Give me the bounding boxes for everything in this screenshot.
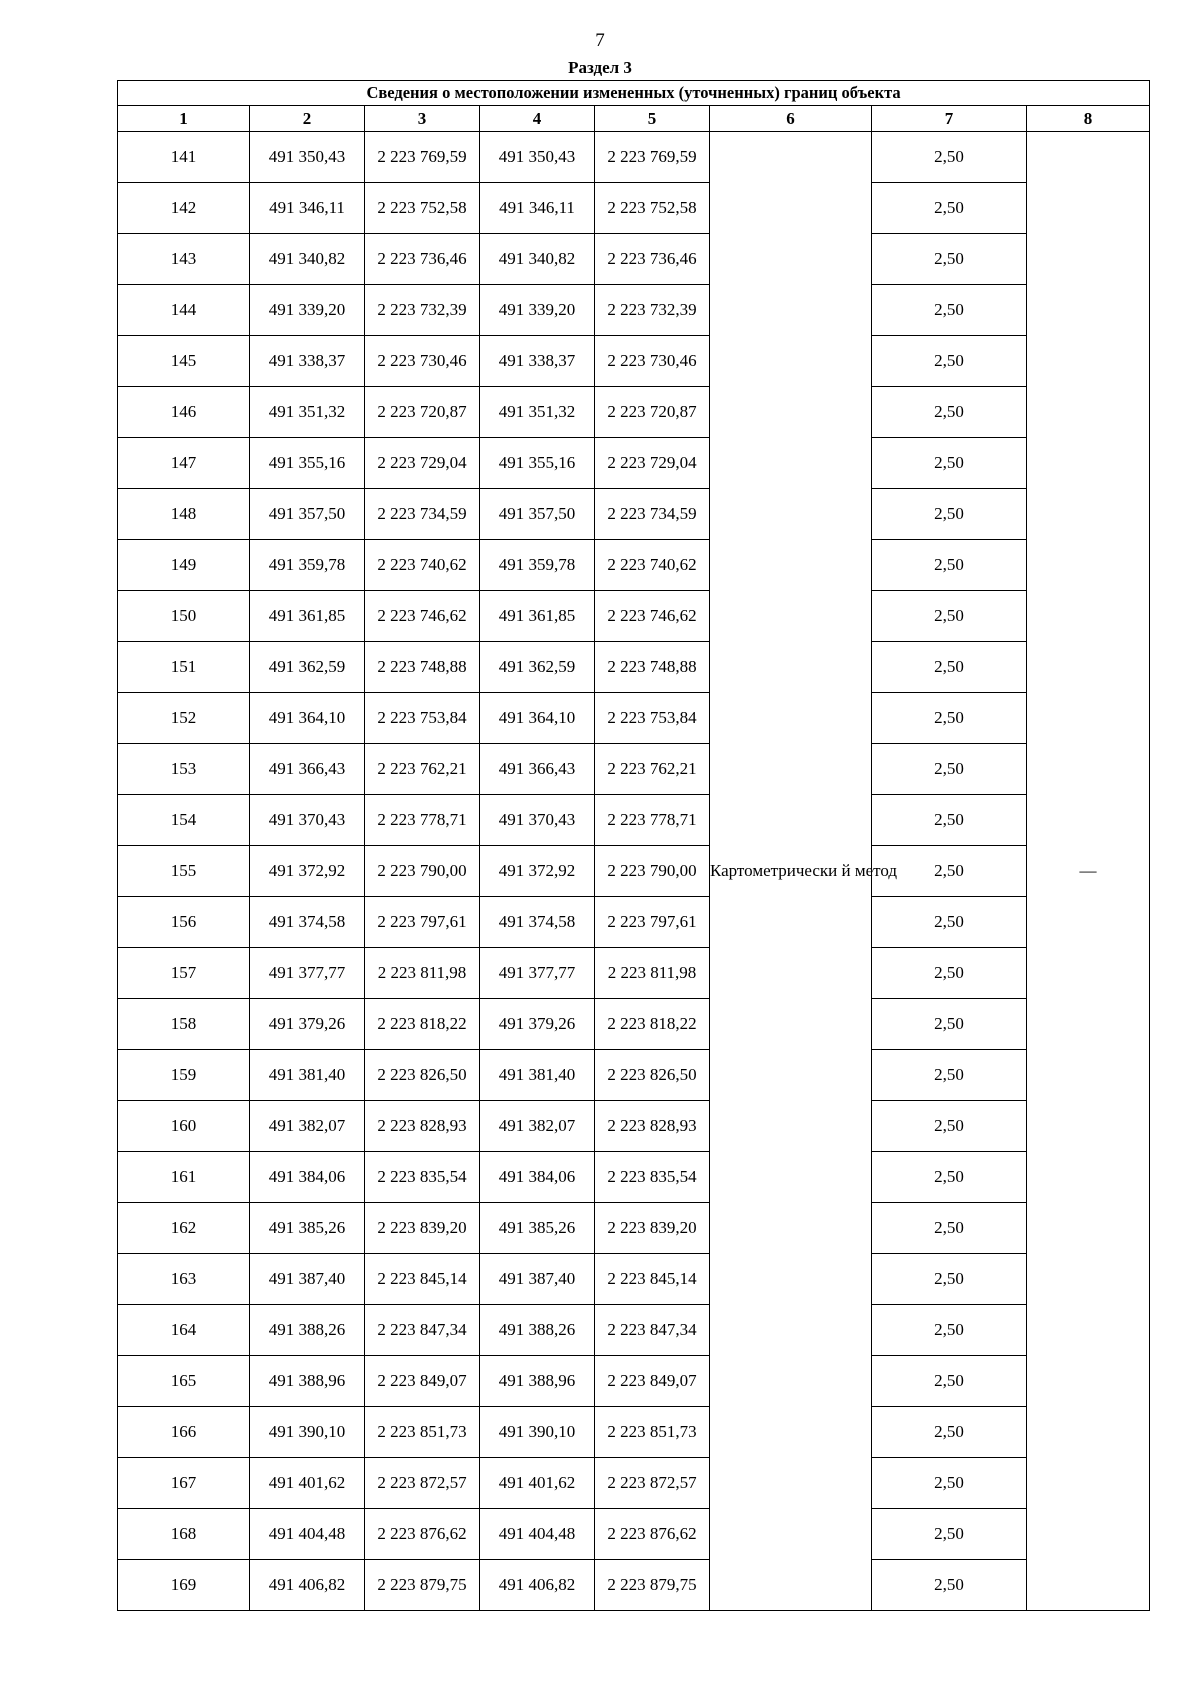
new-y-cell: 2 223 769,59 [595, 132, 710, 183]
new-y-cell: 2 223 811,98 [595, 948, 710, 999]
accuracy-cell: 2,50 [872, 183, 1027, 234]
new-x-cell: 491 370,43 [480, 795, 595, 846]
new-x-cell: 491 364,10 [480, 693, 595, 744]
old-y-cell: 2 223 778,71 [365, 795, 480, 846]
table-row [118, 387, 1150, 438]
column-8-cell: — [1027, 132, 1150, 1611]
new-x-cell: 491 381,40 [480, 1050, 595, 1101]
column-header: 3 [365, 106, 480, 132]
accuracy-cell: 2,50 [872, 132, 1027, 183]
new-y-cell: 2 223 720,87 [595, 387, 710, 438]
new-y-cell: 2 223 872,57 [595, 1458, 710, 1509]
table-row [118, 744, 1150, 795]
old-y-cell: 2 223 720,87 [365, 387, 480, 438]
new-x-cell: 491 366,43 [480, 744, 595, 795]
point-number-cell: 151 [118, 642, 250, 693]
old-y-cell: 2 223 845,14 [365, 1254, 480, 1305]
point-number-cell: 154 [118, 795, 250, 846]
new-x-cell: 491 385,26 [480, 1203, 595, 1254]
accuracy-cell: 2,50 [872, 999, 1027, 1050]
new-y-cell: 2 223 736,46 [595, 234, 710, 285]
old-x-cell: 491 390,10 [250, 1407, 365, 1458]
table-row [118, 234, 1150, 285]
point-number-cell: 152 [118, 693, 250, 744]
new-y-cell: 2 223 826,50 [595, 1050, 710, 1101]
old-y-cell: 2 223 879,75 [365, 1560, 480, 1611]
accuracy-cell: 2,50 [872, 1407, 1027, 1458]
table-row [118, 897, 1150, 948]
point-number-cell: 156 [118, 897, 250, 948]
new-y-cell: 2 223 752,58 [595, 183, 710, 234]
point-number-cell: 167 [118, 1458, 250, 1509]
new-x-cell: 491 372,92 [480, 846, 595, 897]
point-number-cell: 147 [118, 438, 250, 489]
accuracy-cell: 2,50 [872, 1152, 1027, 1203]
old-x-cell: 491 351,32 [250, 387, 365, 438]
new-y-cell: 2 223 740,62 [595, 540, 710, 591]
old-x-cell: 491 379,26 [250, 999, 365, 1050]
new-y-cell: 2 223 835,54 [595, 1152, 710, 1203]
old-y-cell: 2 223 851,73 [365, 1407, 480, 1458]
old-y-cell: 2 223 876,62 [365, 1509, 480, 1560]
new-y-cell: 2 223 753,84 [595, 693, 710, 744]
old-x-cell: 491 384,06 [250, 1152, 365, 1203]
point-number-cell: 164 [118, 1305, 250, 1356]
point-number-cell: 163 [118, 1254, 250, 1305]
accuracy-cell: 2,50 [872, 1203, 1027, 1254]
column-header-row [118, 106, 1150, 132]
old-y-cell: 2 223 828,93 [365, 1101, 480, 1152]
new-y-cell: 2 223 762,21 [595, 744, 710, 795]
table-row [118, 183, 1150, 234]
table-row [118, 1560, 1150, 1611]
new-x-cell: 491 351,32 [480, 387, 595, 438]
table-row [118, 999, 1150, 1050]
accuracy-cell: 2,50 [872, 1509, 1027, 1560]
new-x-cell: 491 350,43 [480, 132, 595, 183]
table-row [118, 1509, 1150, 1560]
table-row [118, 1050, 1150, 1101]
new-x-cell: 491 361,85 [480, 591, 595, 642]
new-y-cell: 2 223 839,20 [595, 1203, 710, 1254]
new-x-cell: 491 379,26 [480, 999, 595, 1050]
new-x-cell: 491 387,40 [480, 1254, 595, 1305]
old-y-cell: 2 223 847,34 [365, 1305, 480, 1356]
old-y-cell: 2 223 839,20 [365, 1203, 480, 1254]
table-row [118, 336, 1150, 387]
point-number-cell: 144 [118, 285, 250, 336]
new-y-cell: 2 223 847,34 [595, 1305, 710, 1356]
accuracy-cell: 2,50 [872, 846, 1027, 897]
table-row [118, 1407, 1150, 1458]
table-row [118, 540, 1150, 591]
table-row [118, 693, 1150, 744]
accuracy-cell: 2,50 [872, 693, 1027, 744]
point-number-cell: 158 [118, 999, 250, 1050]
old-y-cell: 2 223 790,00 [365, 846, 480, 897]
accuracy-cell: 2,50 [872, 1101, 1027, 1152]
point-number-cell: 161 [118, 1152, 250, 1203]
old-x-cell: 491 404,48 [250, 1509, 365, 1560]
new-x-cell: 491 359,78 [480, 540, 595, 591]
table-row [118, 642, 1150, 693]
new-x-cell: 491 401,62 [480, 1458, 595, 1509]
point-number-cell: 141 [118, 132, 250, 183]
new-x-cell: 491 340,82 [480, 234, 595, 285]
new-x-cell: 491 390,10 [480, 1407, 595, 1458]
new-x-cell: 491 404,48 [480, 1509, 595, 1560]
point-number-cell: 149 [118, 540, 250, 591]
column-header: 2 [250, 106, 365, 132]
old-x-cell: 491 377,77 [250, 948, 365, 999]
point-number-cell: 148 [118, 489, 250, 540]
accuracy-cell: 2,50 [872, 1254, 1027, 1305]
old-y-cell: 2 223 818,22 [365, 999, 480, 1050]
accuracy-cell: 2,50 [872, 489, 1027, 540]
point-number-cell: 169 [118, 1560, 250, 1611]
point-number-cell: 162 [118, 1203, 250, 1254]
old-x-cell: 491 388,96 [250, 1356, 365, 1407]
new-y-cell: 2 223 818,22 [595, 999, 710, 1050]
old-x-cell: 491 370,43 [250, 795, 365, 846]
table-row [118, 1101, 1150, 1152]
new-x-cell: 491 338,37 [480, 336, 595, 387]
point-number-cell: 146 [118, 387, 250, 438]
column-header: 8 [1027, 106, 1150, 132]
new-x-cell: 491 374,58 [480, 897, 595, 948]
column-header: 7 [872, 106, 1027, 132]
column-header: 4 [480, 106, 595, 132]
accuracy-cell: 2,50 [872, 387, 1027, 438]
new-y-cell: 2 223 876,62 [595, 1509, 710, 1560]
table-row [118, 285, 1150, 336]
old-x-cell: 491 361,85 [250, 591, 365, 642]
point-number-cell: 165 [118, 1356, 250, 1407]
new-x-cell: 491 388,26 [480, 1305, 595, 1356]
point-number-cell: 166 [118, 1407, 250, 1458]
old-x-cell: 491 357,50 [250, 489, 365, 540]
old-y-cell: 2 223 811,98 [365, 948, 480, 999]
accuracy-cell: 2,50 [872, 1356, 1027, 1407]
accuracy-cell: 2,50 [872, 795, 1027, 846]
old-y-cell: 2 223 752,58 [365, 183, 480, 234]
old-x-cell: 491 339,20 [250, 285, 365, 336]
point-number-cell: 153 [118, 744, 250, 795]
point-number-cell: 168 [118, 1509, 250, 1560]
old-x-cell: 491 401,62 [250, 1458, 365, 1509]
old-x-cell: 491 372,92 [250, 846, 365, 897]
new-y-cell: 2 223 730,46 [595, 336, 710, 387]
old-x-cell: 491 381,40 [250, 1050, 365, 1101]
table-row [118, 438, 1150, 489]
table-row [118, 1203, 1150, 1254]
table-row [118, 846, 1150, 897]
table-row [118, 591, 1150, 642]
new-x-cell: 491 346,11 [480, 183, 595, 234]
table-row [118, 1254, 1150, 1305]
column-header: 5 [595, 106, 710, 132]
old-y-cell: 2 223 797,61 [365, 897, 480, 948]
new-y-cell: 2 223 746,62 [595, 591, 710, 642]
new-x-cell: 491 339,20 [480, 285, 595, 336]
new-x-cell: 491 382,07 [480, 1101, 595, 1152]
old-x-cell: 491 406,82 [250, 1560, 365, 1611]
table-row [118, 948, 1150, 999]
table-row [118, 1305, 1150, 1356]
point-number-cell: 160 [118, 1101, 250, 1152]
old-x-cell: 491 374,58 [250, 897, 365, 948]
new-y-cell: 2 223 790,00 [595, 846, 710, 897]
accuracy-cell: 2,50 [872, 744, 1027, 795]
accuracy-cell: 2,50 [872, 540, 1027, 591]
point-number-cell: 159 [118, 1050, 250, 1101]
point-number-cell: 145 [118, 336, 250, 387]
table-caption: Сведения о местоположении измененных (уточненных) границ объекта [118, 81, 1150, 106]
new-x-cell: 491 388,96 [480, 1356, 595, 1407]
new-x-cell: 491 377,77 [480, 948, 595, 999]
accuracy-cell: 2,50 [872, 285, 1027, 336]
column-header: 1 [118, 106, 250, 132]
new-x-cell: 491 362,59 [480, 642, 595, 693]
new-y-cell: 2 223 879,75 [595, 1560, 710, 1611]
new-y-cell: 2 223 851,73 [595, 1407, 710, 1458]
new-y-cell: 2 223 732,39 [595, 285, 710, 336]
point-number-cell: 157 [118, 948, 250, 999]
old-y-cell: 2 223 769,59 [365, 132, 480, 183]
old-x-cell: 491 385,26 [250, 1203, 365, 1254]
table-row [118, 1356, 1150, 1407]
old-x-cell: 491 338,37 [250, 336, 365, 387]
method-cell: Картометрически й метод [710, 132, 872, 1611]
old-y-cell: 2 223 849,07 [365, 1356, 480, 1407]
old-x-cell: 491 387,40 [250, 1254, 365, 1305]
new-y-cell: 2 223 729,04 [595, 438, 710, 489]
old-x-cell: 491 346,11 [250, 183, 365, 234]
table-row [118, 489, 1150, 540]
new-y-cell: 2 223 845,14 [595, 1254, 710, 1305]
old-x-cell: 491 364,10 [250, 693, 365, 744]
old-x-cell: 491 382,07 [250, 1101, 365, 1152]
point-number-cell: 155 [118, 846, 250, 897]
old-x-cell: 491 340,82 [250, 234, 365, 285]
new-x-cell: 491 406,82 [480, 1560, 595, 1611]
old-x-cell: 491 366,43 [250, 744, 365, 795]
accuracy-cell: 2,50 [872, 591, 1027, 642]
accuracy-cell: 2,50 [872, 1560, 1027, 1611]
boundary-coordinates-table [117, 80, 1150, 1611]
old-y-cell: 2 223 835,54 [365, 1152, 480, 1203]
old-y-cell: 2 223 872,57 [365, 1458, 480, 1509]
new-y-cell: 2 223 778,71 [595, 795, 710, 846]
old-y-cell: 2 223 732,39 [365, 285, 480, 336]
old-y-cell: 2 223 729,04 [365, 438, 480, 489]
old-y-cell: 2 223 736,46 [365, 234, 480, 285]
old-y-cell: 2 223 734,59 [365, 489, 480, 540]
old-x-cell: 491 362,59 [250, 642, 365, 693]
old-x-cell: 491 388,26 [250, 1305, 365, 1356]
accuracy-cell: 2,50 [872, 1305, 1027, 1356]
accuracy-cell: 2,50 [872, 234, 1027, 285]
table-row [118, 132, 1150, 183]
old-y-cell: 2 223 740,62 [365, 540, 480, 591]
point-number-cell: 142 [118, 183, 250, 234]
accuracy-cell: 2,50 [872, 642, 1027, 693]
new-y-cell: 2 223 828,93 [595, 1101, 710, 1152]
old-y-cell: 2 223 753,84 [365, 693, 480, 744]
accuracy-cell: 2,50 [872, 897, 1027, 948]
old-y-cell: 2 223 826,50 [365, 1050, 480, 1101]
new-y-cell: 2 223 748,88 [595, 642, 710, 693]
page-number: 7 [595, 30, 605, 51]
accuracy-cell: 2,50 [872, 1458, 1027, 1509]
old-y-cell: 2 223 746,62 [365, 591, 480, 642]
new-y-cell: 2 223 797,61 [595, 897, 710, 948]
new-x-cell: 491 384,06 [480, 1152, 595, 1203]
point-number-cell: 150 [118, 591, 250, 642]
new-x-cell: 491 355,16 [480, 438, 595, 489]
old-y-cell: 2 223 762,21 [365, 744, 480, 795]
table-row [118, 1152, 1150, 1203]
table-row [118, 795, 1150, 846]
old-x-cell: 491 350,43 [250, 132, 365, 183]
old-x-cell: 491 355,16 [250, 438, 365, 489]
point-number-cell: 143 [118, 234, 250, 285]
accuracy-cell: 2,50 [872, 1050, 1027, 1101]
old-y-cell: 2 223 730,46 [365, 336, 480, 387]
section-title: Раздел 3 [568, 58, 632, 77]
column-header: 6 [710, 106, 872, 132]
accuracy-cell: 2,50 [872, 336, 1027, 387]
accuracy-cell: 2,50 [872, 438, 1027, 489]
old-y-cell: 2 223 748,88 [365, 642, 480, 693]
accuracy-cell: 2,50 [872, 948, 1027, 999]
new-y-cell: 2 223 734,59 [595, 489, 710, 540]
new-y-cell: 2 223 849,07 [595, 1356, 710, 1407]
old-x-cell: 491 359,78 [250, 540, 365, 591]
table-row [118, 1458, 1150, 1509]
new-x-cell: 491 357,50 [480, 489, 595, 540]
